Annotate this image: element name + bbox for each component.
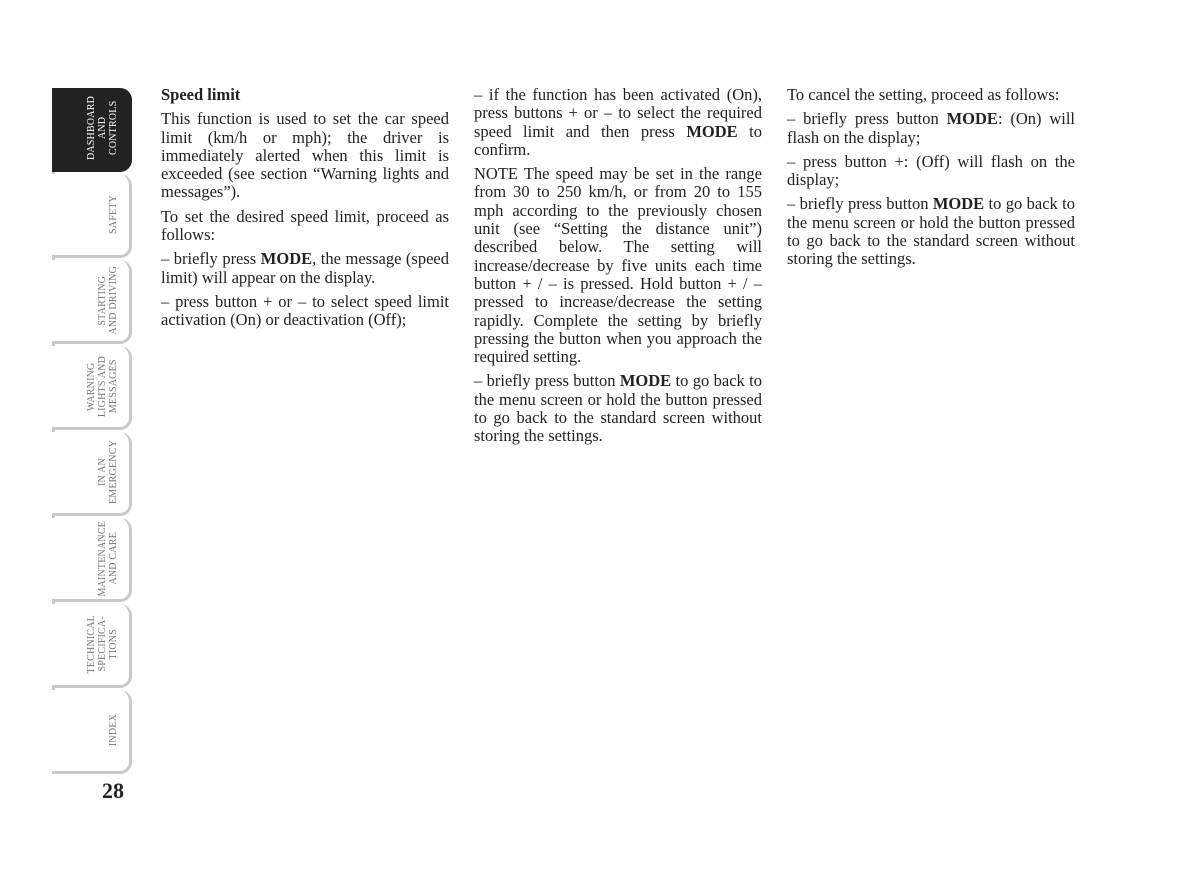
text-run: to go back to the menu screen or hold the button pressed to go back to the standard screen without storing the settings.	[787, 194, 1075, 269]
tab-starting-and-driving[interactable]	[52, 260, 132, 344]
paragraph	[161, 250, 449, 287]
paragraph: This function is used to set the car speed limit (km/h or mph); the driver is immediately alerted when this limit is exceeded (see section “Warning lights and messages”).	[161, 109, 449, 202]
mode-keyword: MODE	[686, 121, 738, 141]
text-run: – briefly press button	[787, 194, 933, 214]
paragraph: – press button +: (Off) will flash on the display;	[787, 151, 1075, 190]
text-run: – briefly press button	[787, 109, 947, 129]
tab-in-an-emergency[interactable]	[52, 432, 132, 516]
paragraph: – press button + or – to select speed limit activation (On) or deactivation (Off);	[161, 291, 449, 330]
mode-keyword: MODE	[946, 109, 998, 129]
paragraph	[787, 110, 1075, 147]
mode-keyword: MODE	[932, 194, 985, 214]
tab-label: WARNING LIGHTS AND MESSAGES	[86, 355, 119, 418]
mode-keyword: MODE	[619, 371, 672, 391]
text-run: – briefly press button	[474, 371, 620, 391]
tab-label: DASHBOARD AND CONTROLS	[86, 96, 119, 161]
tab-label: SAFETY	[108, 195, 119, 234]
tab-warning-lights-and-messages[interactable]	[52, 346, 132, 430]
text-run: – if the function has been activated (On), press buttons + or – to select the required speed limit and then press	[474, 85, 762, 141]
paragraph: To set the desired speed limit, proceed as follows:	[161, 206, 449, 245]
tab-label: IN AN EMERGENCY	[97, 440, 119, 505]
paragraph: NOTE The speed may be set in the range from 30 to 250 km/h, or from 20 to 155 mph according to the previously chosen unit (see “Setting the distance unit”) described below. The setting will increase/decrease by five units each time button + / – is pressed. Hold button + / – pressed to increase/decrease the setting rapidly. Complete the setting by briefly pressing the button when you approach the required setting.	[474, 164, 762, 367]
tab-dashboard-and-controls[interactable]	[52, 88, 132, 172]
paragraph: To cancel the setting, proceed as follows:	[787, 85, 1060, 104]
text-run: , the message (speed limit) will appear on the display.	[161, 249, 449, 287]
tab-technical-specifications[interactable]	[52, 604, 132, 688]
tab-index[interactable]	[52, 690, 132, 774]
text-run: – briefly press	[161, 249, 261, 269]
text-column-1	[161, 86, 449, 336]
paragraph	[474, 372, 762, 445]
paragraph	[787, 195, 1075, 268]
text-run: to go back to the menu screen or hold the button pressed to go back to the standard screen without storing the settings.	[474, 371, 762, 446]
text-column-3	[787, 86, 1075, 275]
tab-label: TECHNICAL SPECIFICA- TIONS	[86, 615, 119, 674]
mode-keyword: MODE	[260, 249, 313, 269]
tab-safety[interactable]	[52, 174, 132, 258]
page-number: 28	[102, 778, 124, 803]
tab-maintenance-and-care[interactable]	[52, 518, 132, 602]
tab-label: MAINTENANCE AND CARE	[97, 520, 119, 597]
text-run: : (On) will flash on the display;	[787, 109, 1075, 147]
text-run: to confirm.	[474, 121, 762, 159]
tab-label: STARTING AND DRIVING	[97, 266, 119, 335]
tab-label: INDEX	[108, 714, 119, 747]
paragraph	[474, 86, 762, 159]
text-column-2	[474, 86, 762, 452]
section-heading: Speed limit	[161, 85, 241, 104]
